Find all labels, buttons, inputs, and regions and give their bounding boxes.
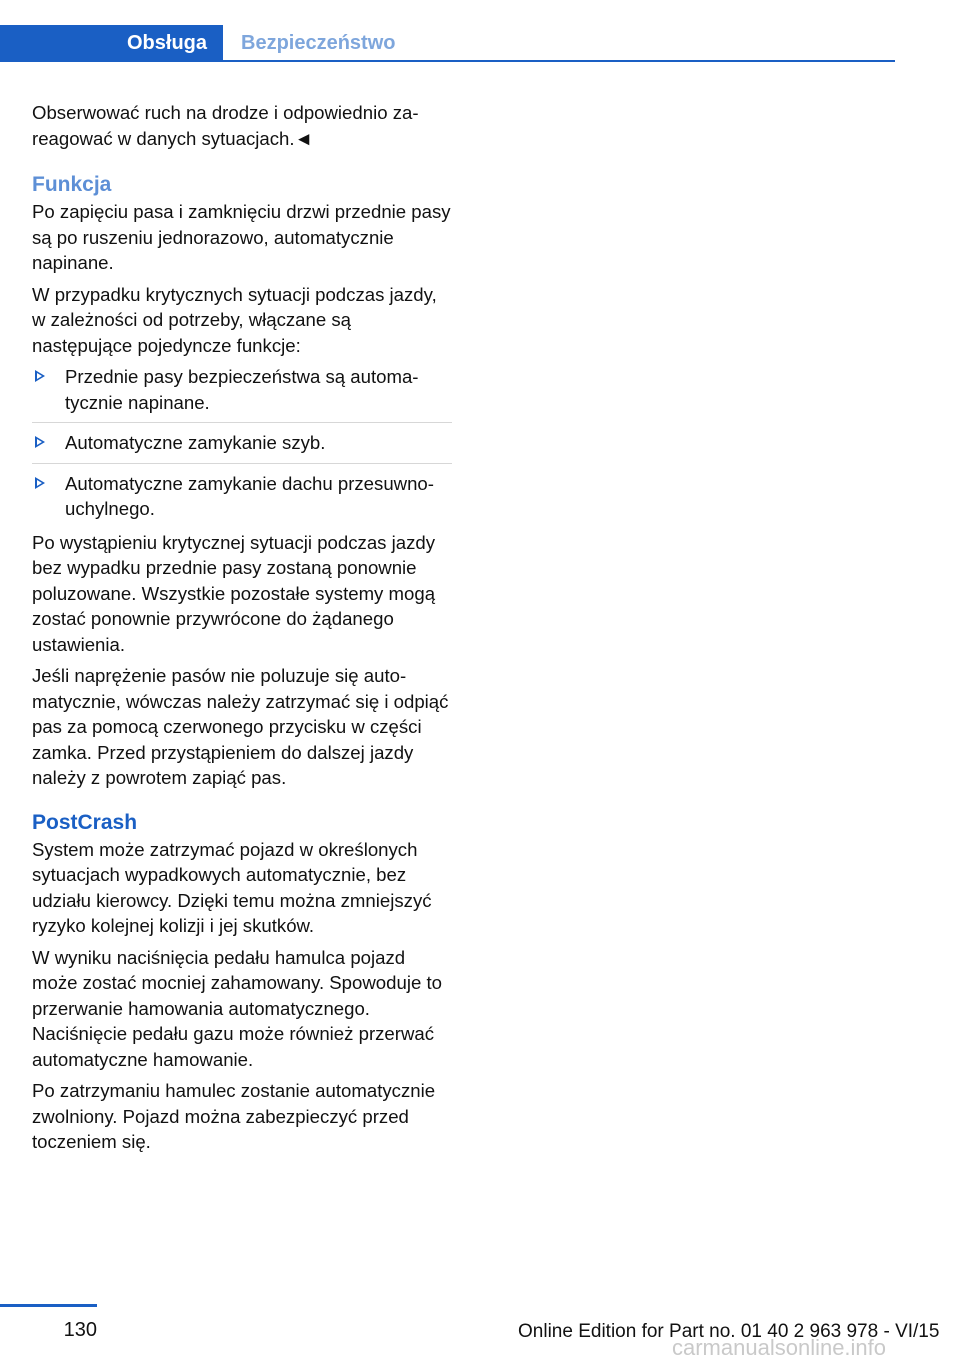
intro-paragraph: Obserwować ruch na drodze i odpowiednio zareagować w danych sytuacjach.◄ <box>32 102 419 149</box>
header-tabs <box>0 25 895 62</box>
triangle-bullet-icon <box>35 477 45 489</box>
list-item-text: Automatyczne zamykanie dachu przesuwno-uchylnego. <box>65 472 434 519</box>
list-item <box>32 471 452 524</box>
watermark: carmanualsonline.info <box>672 1335 887 1360</box>
list-item-text: Przednie pasy bezpieczeństwa są automatycznie napinane. <box>65 366 419 413</box>
tab-bezpieczenstwo[interactable]: Bezpieczeństwo <box>241 32 396 54</box>
paragraph: Po zatrzymaniu hamulec zostanie automatycznie zwolniony. Pojazd można zabezpieczyć przed toczeniem się. <box>32 1080 436 1152</box>
paragraph: Jeśli naprężenie pasów nie poluzuje się automatycznie, wówczas należy zatrzymać się i odpiąć pas za pomocą czerwonego przycisku w części zamka. Przed przystąpieniem do dalszej jazdy należy z powrotem zapiąć pas. <box>32 665 449 788</box>
footer-divider <box>0 1304 97 1307</box>
paragraph: W przypadku krytycznych sytuacji podczas jazdy, w zależności od potrzeby, włączane są następujące pojedyncze funkcje: <box>32 283 437 356</box>
paragraph: System może zatrzymać pojazd w określonych sytuacjach wypadkowych automatycznie, bez udziału kierowcy. Dzięki temu można zmniejszyć ryzyko kolejnej kolizji i jej skutków. <box>32 838 432 936</box>
paragraph: W wyniku naciśnięcia pedału hamulca pojazd może zostać mocniej zahamowany. Spowoduje to przerwanie hamowania automatycznego. Naciśnięcie pedału gazu może również przerwać automatyczne hamowanie. <box>32 946 442 1070</box>
bullet-list <box>32 364 452 524</box>
section-title-funkcja: Funkcja <box>32 173 112 196</box>
paragraph: Po wystąpieniu krytycznej sytuacji podczas jazdy bez wypadku przednie pasy zostaną ponownie poluzowane. Wszystkie pozostałe systemy mogą zostać ponownie przywrócone do żądanego ustawienia. <box>32 531 436 655</box>
triangle-bullet-icon <box>35 436 45 448</box>
list-item <box>32 364 452 423</box>
main-content <box>32 100 452 1161</box>
page-number: 130 <box>63 1319 97 1341</box>
triangle-bullet-icon <box>35 370 45 382</box>
tab-obsluga[interactable]: Obsługa <box>0 25 223 62</box>
list-item-text: Automatyczne zamykanie szyb. <box>65 432 326 453</box>
list-item <box>32 430 452 464</box>
edition-text: Online Edition for Part no. 01 40 2 963 978 - VI/15 <box>518 1321 940 1342</box>
section-title-postcrash: PostCrash <box>32 810 138 834</box>
paragraph: Po zapięciu pasa i zamknięciu drzwi przednie pasy są po ruszeniu jednorazowo, automatycznie napinane. <box>32 201 451 273</box>
